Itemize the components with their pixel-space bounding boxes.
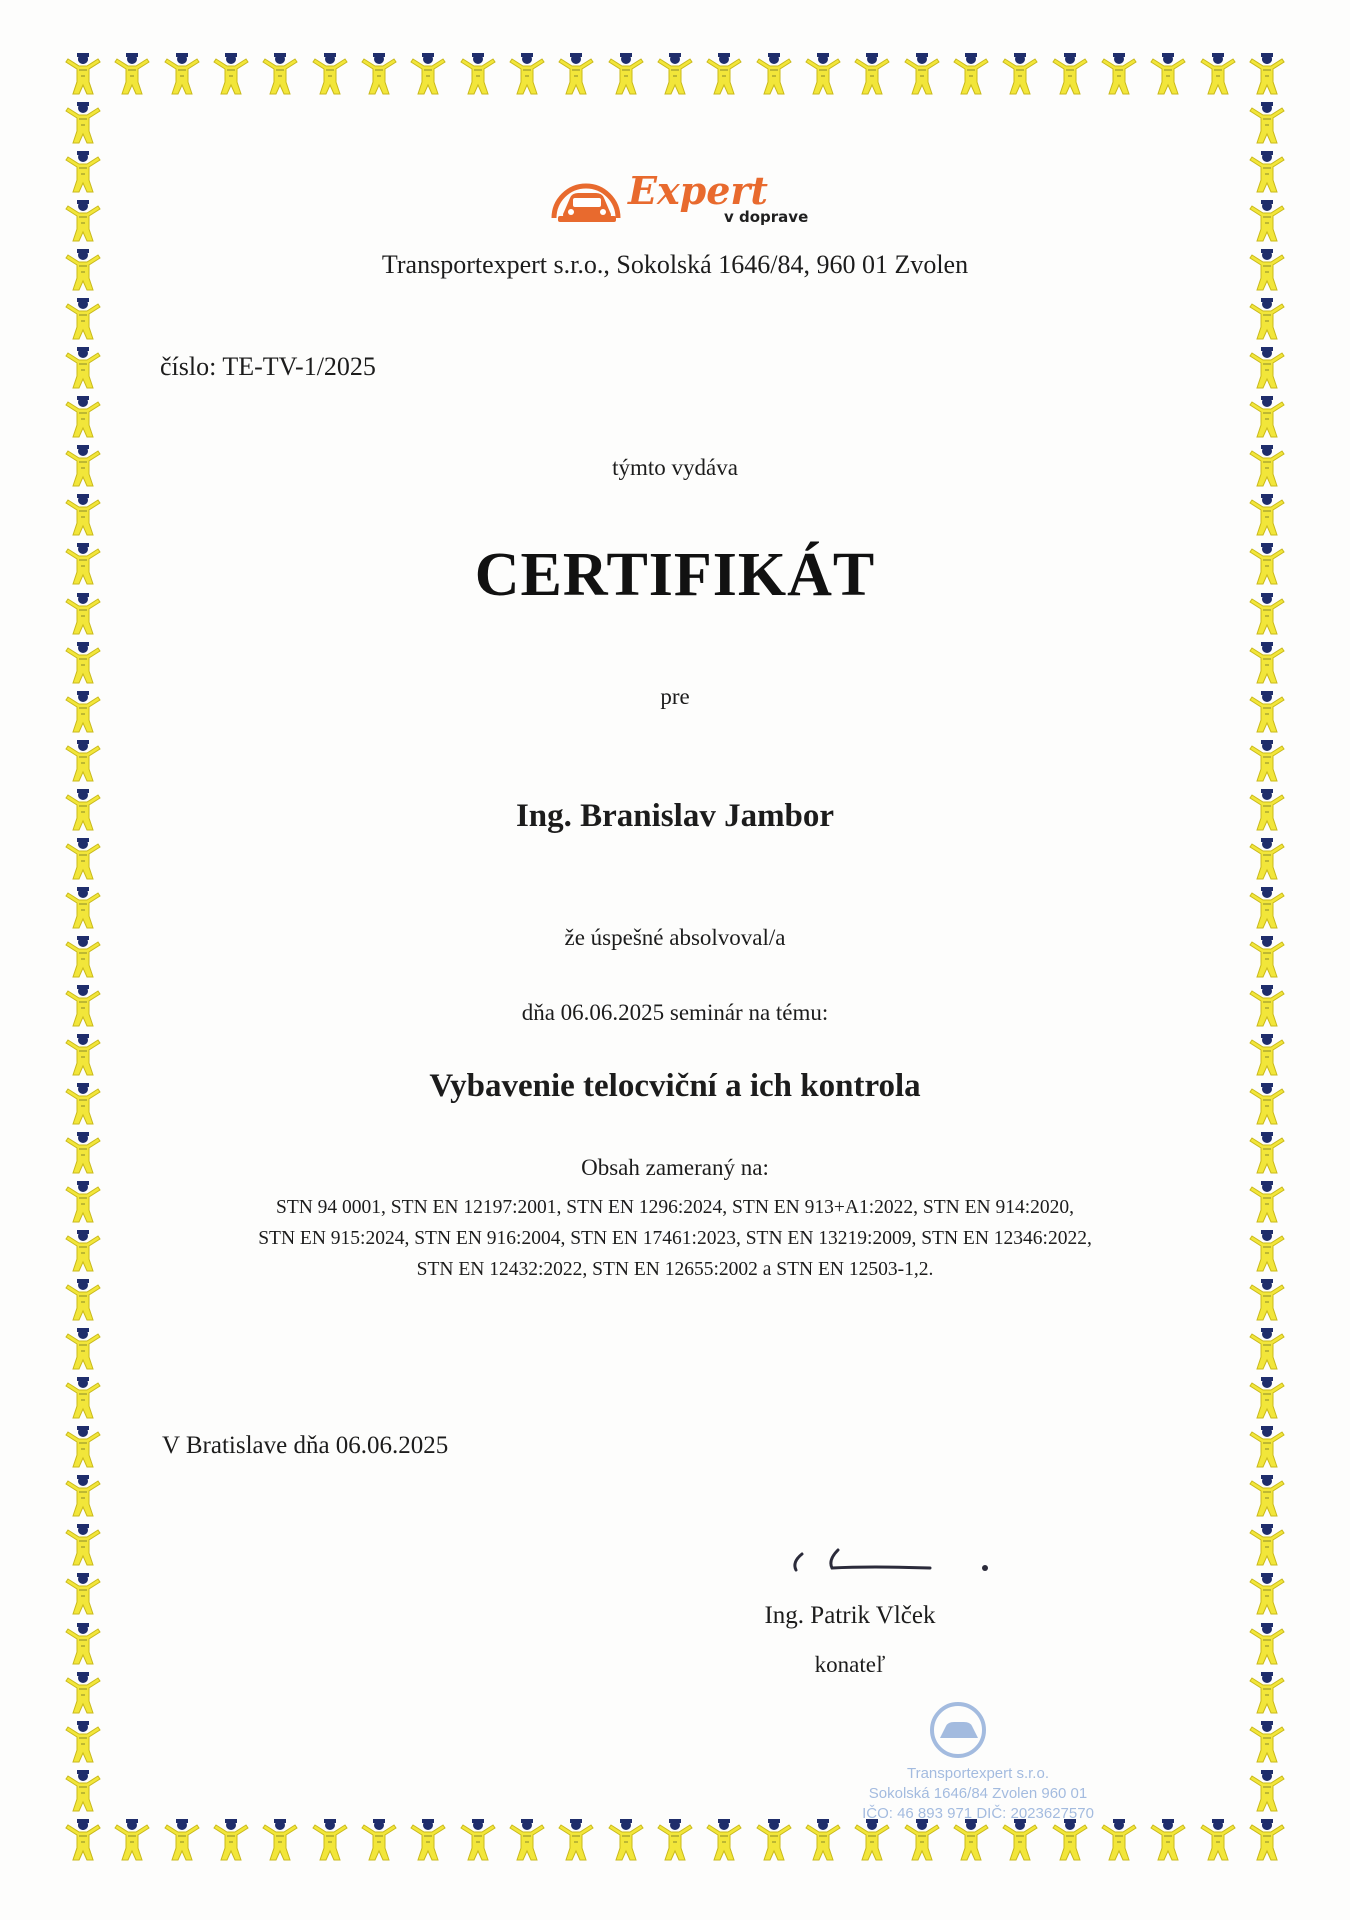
waving-figure-icon (358, 52, 400, 96)
waving-figure-icon (457, 1818, 499, 1862)
waving-figure-icon (62, 1474, 104, 1518)
waving-figure-icon (62, 837, 104, 881)
waving-figure-icon (1246, 739, 1288, 783)
waving-figure-icon (259, 1818, 301, 1862)
waving-figure-icon (999, 52, 1041, 96)
waving-figure-icon (1246, 52, 1288, 96)
waving-figure-icon (1197, 1818, 1239, 1862)
expert-logo (548, 160, 810, 232)
recipient-name: Ing. Branislav Jambor (515, 798, 835, 834)
waving-figure-icon (210, 1818, 252, 1862)
company-stamp (828, 1692, 1128, 1834)
waving-figure-icon (1246, 1622, 1288, 1666)
signature (780, 1532, 1010, 1582)
stamp-line3: IČO: 46 893 971 DIČ: 2023627570 (862, 1805, 1094, 1822)
waving-figure-icon (62, 1818, 104, 1862)
waving-figure-icon (62, 1523, 104, 1567)
waving-figure-icon (753, 1818, 795, 1862)
waving-figure-icon (1197, 52, 1239, 96)
waving-figure-icon (62, 297, 104, 341)
waving-figure-icon (654, 52, 696, 96)
border-right (1246, 52, 1288, 1862)
certificate-number: číslo: TE-TV-1/2025 (160, 352, 376, 381)
waving-figure-icon (1246, 1818, 1288, 1862)
standards-list (0, 1192, 1350, 1285)
waving-figure-icon (1246, 1572, 1288, 1616)
waving-figure-icon (210, 52, 252, 96)
waving-figure-icon (1147, 1818, 1189, 1862)
waving-figure-icon (62, 739, 104, 783)
waving-figure-icon (407, 1818, 449, 1862)
waving-figure-icon (407, 52, 449, 96)
seminar-date-line: dňa 06.06.2025 seminár na tému: (521, 1000, 829, 1025)
stamp-line1: Transportexpert s.r.o. (906, 1765, 1050, 1782)
waving-figure-icon (1246, 1720, 1288, 1764)
waving-figure-icon (1246, 1425, 1288, 1469)
border-left (62, 52, 104, 1862)
waving-figure-icon (703, 1818, 745, 1862)
waving-figure-icon (62, 1622, 104, 1666)
waving-figure-icon (62, 641, 104, 685)
waving-figure-icon (62, 101, 104, 145)
waving-figure-icon (703, 52, 745, 96)
waving-figure-icon (1147, 52, 1189, 96)
logo-sub-text: v doprave (724, 208, 809, 226)
issuer-line: Transportexpert s.r.o., Sokolská 1646/84, 960 01 Zvolen (381, 250, 969, 279)
waving-figure-icon (506, 1818, 548, 1862)
waving-figure-icon (309, 1818, 351, 1862)
waving-figure-icon (457, 52, 499, 96)
waving-figure-icon (950, 52, 992, 96)
waving-figure-icon (358, 1818, 400, 1862)
waving-figure-icon (1246, 395, 1288, 439)
logo-brand-text: Expert (628, 168, 768, 213)
waving-figure-icon (1246, 886, 1288, 930)
waving-figure-icon (62, 199, 104, 243)
waving-figure-icon (1246, 837, 1288, 881)
waving-figure-icon (62, 52, 104, 96)
waving-figure-icon (802, 52, 844, 96)
waving-figure-icon (1246, 1376, 1288, 1420)
waving-figure-icon (1246, 297, 1288, 341)
waving-figure-icon (111, 52, 153, 96)
stamp-line2: Sokolská 1646/84 Zvolen 960 01 (868, 1785, 1088, 1802)
waving-figure-icon (901, 52, 943, 96)
waving-figure-icon (506, 52, 548, 96)
waving-figure-icon (654, 1818, 696, 1862)
waving-figure-icon (1246, 1523, 1288, 1567)
waving-figure-icon (1246, 150, 1288, 194)
waving-figure-icon (62, 1327, 104, 1371)
waving-figure-icon (62, 1376, 104, 1420)
waving-figure-icon (62, 886, 104, 930)
waving-figure-icon (111, 1818, 153, 1862)
waving-figure-icon (555, 1818, 597, 1862)
completed-text: že úspešné absolvoval/a (564, 925, 786, 950)
signer-role: konateľ (814, 1652, 886, 1677)
for-label: pre (660, 684, 690, 709)
border-top (62, 52, 1288, 96)
waving-figure-icon (1246, 1769, 1288, 1813)
standards-line: STN EN 915:2024, STN EN 916:2004, STN EN 17461:2023, STN EN 13219:2009, STN EN 12346:2022, (258, 1228, 1092, 1249)
standards-line: STN EN 12432:2022, STN EN 12655:2002 a STN EN 12503-1,2. (416, 1259, 934, 1280)
waving-figure-icon (1246, 101, 1288, 145)
waving-figure-icon (1246, 1327, 1288, 1371)
waving-figure-icon (62, 1425, 104, 1469)
place-date: V Bratislave dňa 06.06.2025 (162, 1432, 449, 1459)
waving-figure-icon (259, 52, 301, 96)
waving-figure-icon (1246, 1671, 1288, 1715)
certificate-title: CERTIFIKÁT (474, 541, 876, 609)
waving-figure-icon (62, 1720, 104, 1764)
waving-figure-icon (161, 52, 203, 96)
waving-figure-icon (1049, 52, 1091, 96)
waving-figure-icon (851, 52, 893, 96)
waving-figure-icon (62, 493, 104, 537)
waving-figure-icon (605, 1818, 647, 1862)
waving-figure-icon (1246, 346, 1288, 390)
waving-figure-icon (753, 52, 795, 96)
standards-line: STN 94 0001, STN EN 12197:2001, STN EN 1296:2024, STN EN 913+A1:2022, STN EN 914:2020, (275, 1197, 1075, 1218)
waving-figure-icon (161, 1818, 203, 1862)
seminar-title: Vybavenie telocviční a ich kontrola (429, 1068, 921, 1104)
signer-name: Ing. Patrik Vlček (764, 1602, 936, 1629)
waving-figure-icon (62, 1572, 104, 1616)
waving-figure-icon (62, 1671, 104, 1715)
waving-figure-icon (62, 1769, 104, 1813)
waving-figure-icon (1246, 493, 1288, 537)
waving-figure-icon (1246, 1474, 1288, 1518)
waving-figure-icon (309, 52, 351, 96)
waving-figure-icon (555, 52, 597, 96)
waving-figure-icon (1246, 641, 1288, 685)
waving-figure-icon (1246, 199, 1288, 243)
waving-figure-icon (62, 346, 104, 390)
waving-figure-icon (1098, 52, 1140, 96)
waving-figure-icon (605, 52, 647, 96)
waving-figure-icon (62, 150, 104, 194)
content-heading: Obsah zameraný na: (581, 1155, 769, 1180)
waving-figure-icon (62, 395, 104, 439)
intro-text: týmto vydáva (612, 455, 738, 480)
